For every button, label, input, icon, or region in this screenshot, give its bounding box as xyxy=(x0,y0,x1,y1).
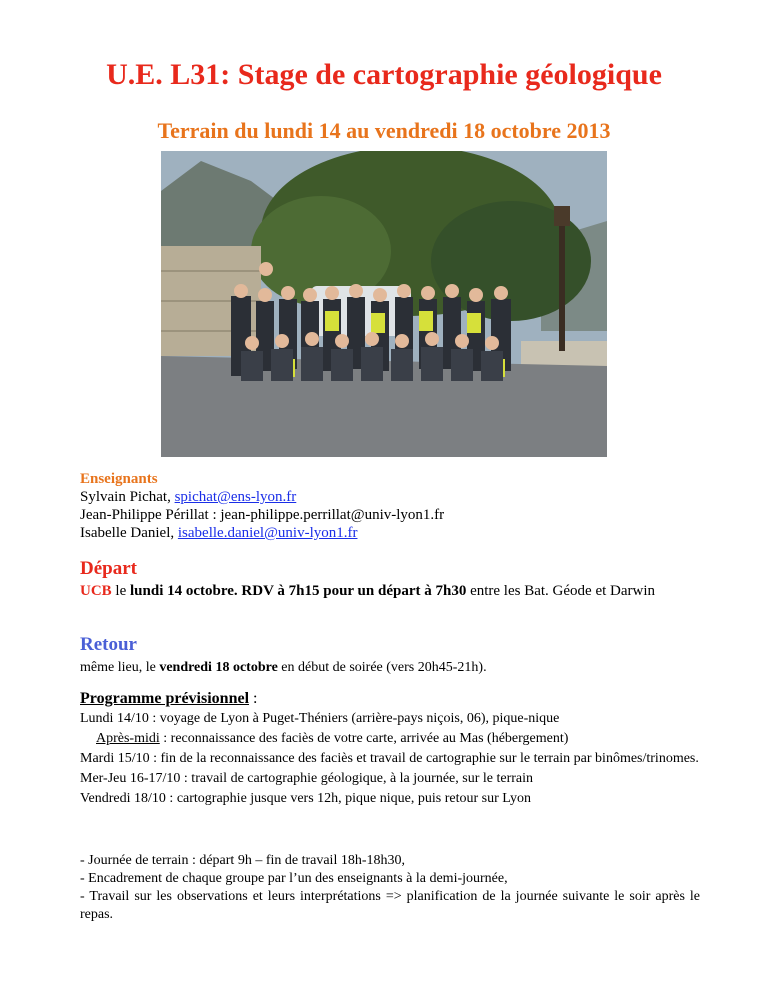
page-title: U.E. L31: Stage de cartographie géologique xyxy=(106,58,662,91)
programme-afternoon: Après-midi xyxy=(96,731,160,746)
retour-bold: vendredi 18 octobre xyxy=(159,660,278,675)
programme-line: Mer-Jeu 16-17/10 : travail de cartographie géologique, à la journée, sur le terrain xyxy=(80,771,533,786)
programme-line: Vendredi 18/10 : cartographie jusque vers 12h, pique nique, puis retour sur Lyon xyxy=(80,791,532,806)
teacher-line: Jean-Philippe Périllat : jean-philippe.perrillat@univ-lyon1.fr xyxy=(80,507,445,523)
teachers-section xyxy=(80,470,700,542)
notes-section xyxy=(80,852,700,924)
note-line: - Journée de terrain : départ 9h – fin de travail 18h-18h30, xyxy=(80,853,406,868)
retour-post: en début de soirée (vers 20h45-21h). xyxy=(277,660,487,675)
programme-line: Lundi 14/10 : voyage de Lyon à Puget-Théniers (arrière-pays niçois, 06), pique-nique xyxy=(80,711,560,726)
retour-pre: même lieu, le xyxy=(80,660,160,675)
teacher-line xyxy=(80,488,700,506)
depart-section xyxy=(80,560,700,601)
retour-text xyxy=(80,659,700,677)
note-line: - Encadrement de chaque groupe par l’un des enseignants à la demi-journée, xyxy=(80,871,508,886)
programme-section xyxy=(80,690,700,808)
teacher-name: Sylvain Pichat, xyxy=(80,489,175,505)
teacher-line xyxy=(80,524,700,542)
programme-line: Mardi 15/10 : fin de la reconnaissance des faciès et travail de cartographie sur le terrain par binômes/trinomes. xyxy=(80,751,699,766)
teacher-name: Isabelle Daniel, xyxy=(80,525,178,541)
note-line: - Travail sur les observations et leurs interprétations => planification de la journée suivante le soir après le repas. xyxy=(80,889,700,922)
group-photo xyxy=(161,151,607,457)
group-photo-icon xyxy=(161,151,607,457)
depart-le: le xyxy=(111,583,130,599)
programme-heading xyxy=(80,690,700,708)
depart-text xyxy=(80,581,700,601)
depart-rest: entre les Bat. Géode et Darwin xyxy=(466,583,656,599)
retour-section xyxy=(80,636,700,677)
teachers-heading: Enseignants xyxy=(80,471,158,487)
programme-colon: : xyxy=(249,690,258,707)
depart-ucb: UCB xyxy=(80,583,112,599)
retour-heading: Retour xyxy=(80,634,137,655)
teacher-email-link[interactable]: spichat@ens-lyon.fr xyxy=(174,489,297,505)
page-subtitle: Terrain du lundi 14 au vendredi 18 octobre 2013 xyxy=(157,118,611,143)
programme-line xyxy=(80,730,700,748)
depart-heading: Départ xyxy=(80,558,137,579)
programme-afternoon-rest: : reconnaissance des faciès de votre carte, arrivée au Mas (hébergement) xyxy=(159,731,569,746)
depart-bold: lundi 14 octobre. RDV à 7h15 pour un départ à 7h30 xyxy=(130,583,467,599)
teacher-email-link[interactable]: isabelle.daniel@univ-lyon1.fr xyxy=(177,525,358,541)
programme-heading-text: Programme prévisionnel xyxy=(80,690,250,707)
